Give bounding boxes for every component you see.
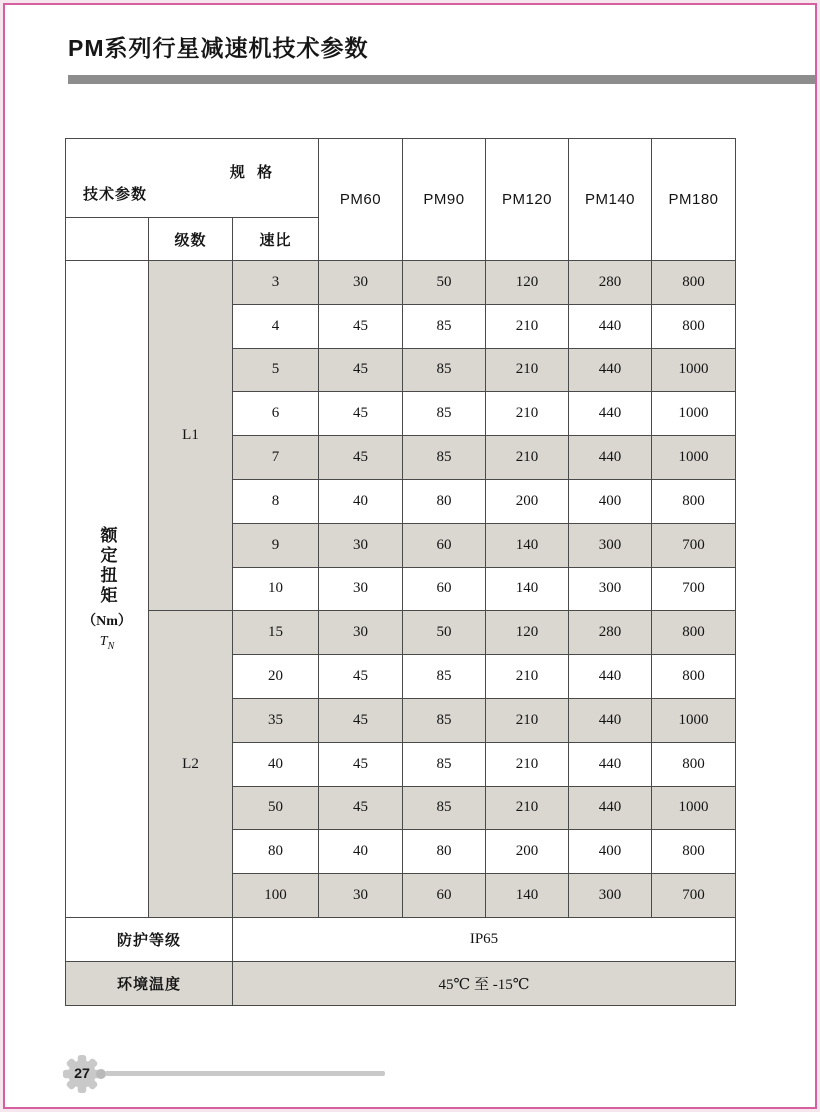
torque-value-cell: 280 [569, 261, 652, 305]
corner-cell [66, 139, 319, 218]
torque-value-cell: 300 [569, 567, 652, 611]
model-header-pm90: PM90 [403, 139, 486, 261]
ratio-cell: 4 [233, 304, 319, 348]
torque-value-cell: 440 [569, 655, 652, 699]
torque-value-cell: 1000 [652, 348, 736, 392]
torque-value-cell: 45 [319, 304, 403, 348]
torque-value-cell: 210 [486, 392, 569, 436]
torque-value-cell: 1000 [652, 786, 736, 830]
torque-value-cell: 700 [652, 567, 736, 611]
torque-value-cell: 60 [403, 567, 486, 611]
torque-value-cell: 700 [652, 523, 736, 567]
params-label: 技术参数 [83, 186, 148, 203]
torque-value-cell: 45 [319, 786, 403, 830]
torque-value-cell: 280 [569, 611, 652, 655]
ratio-cell: 50 [233, 786, 319, 830]
torque-value-cell: 800 [652, 655, 736, 699]
torque-value-cell: 45 [319, 655, 403, 699]
torque-value-cell: 440 [569, 698, 652, 742]
torque-value-cell: 300 [569, 874, 652, 918]
torque-value-cell: 85 [403, 348, 486, 392]
page-number: 27 [74, 1066, 90, 1082]
torque-value-cell: 80 [403, 830, 486, 874]
torque-value-cell: 1000 [652, 698, 736, 742]
torque-value-cell: 210 [486, 348, 569, 392]
torque-value-cell: 85 [403, 436, 486, 480]
torque-value-cell: 800 [652, 479, 736, 523]
torque-value-cell: 300 [569, 523, 652, 567]
torque-value-cell: 140 [486, 567, 569, 611]
stages-header: 级数 [149, 218, 233, 261]
title-underline-bar [68, 75, 815, 84]
torque-value-cell: 50 [403, 611, 486, 655]
torque-value-cell: 210 [486, 436, 569, 480]
ratio-cell: 35 [233, 698, 319, 742]
torque-value-cell: 140 [486, 523, 569, 567]
temperature-value: 45℃ 至 -15℃ [233, 961, 736, 1005]
torque-value-cell: 30 [319, 611, 403, 655]
torque-value-cell: 85 [403, 304, 486, 348]
torque-value-cell: 45 [319, 392, 403, 436]
torque-value-cell: 80 [403, 479, 486, 523]
torque-value-cell: 1000 [652, 436, 736, 480]
torque-value-cell: 200 [486, 830, 569, 874]
torque-value-cell: 800 [652, 830, 736, 874]
torque-value-cell: 60 [403, 874, 486, 918]
table-body [66, 261, 736, 918]
torque-value-cell: 45 [319, 742, 403, 786]
ratio-cell: 3 [233, 261, 319, 305]
torque-value-cell: 210 [486, 742, 569, 786]
torque-value-cell: 30 [319, 874, 403, 918]
torque-value-cell: 400 [569, 479, 652, 523]
torque-value-cell: 800 [652, 742, 736, 786]
ratio-cell: 6 [233, 392, 319, 436]
torque-value-cell: 30 [319, 261, 403, 305]
temperature-row [66, 961, 736, 1005]
model-header-pm140: PM140 [569, 139, 652, 261]
torque-value-cell: 85 [403, 392, 486, 436]
torque-value-cell: 440 [569, 436, 652, 480]
torque-value-cell: 440 [569, 392, 652, 436]
torque-value-cell: 800 [652, 611, 736, 655]
footer-line [105, 1071, 385, 1076]
table-row [66, 261, 736, 305]
torque-value-cell: 210 [486, 786, 569, 830]
model-header-pm60: PM60 [319, 139, 403, 261]
table-row [66, 611, 736, 655]
torque-value-cell: 440 [569, 742, 652, 786]
spec-label: 规 格 [229, 164, 277, 181]
ratio-cell: 80 [233, 830, 319, 874]
ratio-cell: 8 [233, 479, 319, 523]
torque-value-cell: 45 [319, 698, 403, 742]
torque-value-cell: 440 [569, 304, 652, 348]
torque-value-cell: 210 [486, 304, 569, 348]
protection-label: 防护等级 [66, 917, 233, 961]
temperature-label: 环境温度 [66, 961, 233, 1005]
torque-value-cell: 45 [319, 348, 403, 392]
torque-value-cell: 140 [486, 874, 569, 918]
torque-value-cell: 30 [319, 523, 403, 567]
torque-value-cell: 440 [569, 348, 652, 392]
torque-value-cell: 85 [403, 698, 486, 742]
torque-value-cell: 200 [486, 479, 569, 523]
ratio-header: 速比 [233, 218, 319, 261]
torque-value-cell: 120 [486, 261, 569, 305]
torque-value-cell: 120 [486, 611, 569, 655]
torque-value-cell: 60 [403, 523, 486, 567]
group-label-cell: L2 [149, 611, 233, 918]
torque-value-cell: 30 [319, 567, 403, 611]
ratio-cell: 7 [233, 436, 319, 480]
page-title: PM系列行星减速机技术参数 [68, 35, 369, 61]
model-header-pm120: PM120 [486, 139, 569, 261]
spec-table [65, 138, 736, 1006]
torque-value-cell: 85 [403, 742, 486, 786]
torque-value-cell: 85 [403, 655, 486, 699]
torque-value-cell: 50 [403, 261, 486, 305]
ratio-cell: 5 [233, 348, 319, 392]
protection-value: IP65 [233, 917, 736, 961]
torque-label-cell: 额定扭矩 （Nm） $T_N$ [66, 261, 149, 918]
torque-value-cell: 400 [569, 830, 652, 874]
group-label-cell: L1 [149, 261, 233, 611]
torque-value-cell: 800 [652, 261, 736, 305]
ratio-cell: 40 [233, 742, 319, 786]
ratio-cell: 10 [233, 567, 319, 611]
torque-value-cell: 1000 [652, 392, 736, 436]
ratio-cell: 9 [233, 523, 319, 567]
torque-value-cell: 45 [319, 436, 403, 480]
torque-value-cell: 800 [652, 304, 736, 348]
torque-value-cell: 85 [403, 786, 486, 830]
header-row-1 [66, 139, 736, 218]
model-header-pm180: PM180 [652, 139, 736, 261]
protection-row [66, 917, 736, 961]
ratio-cell: 100 [233, 874, 319, 918]
torque-value-cell: 40 [319, 479, 403, 523]
torque-value-cell: 40 [319, 830, 403, 874]
torque-value-cell: 700 [652, 874, 736, 918]
ratio-cell: 15 [233, 611, 319, 655]
torque-value-cell: 210 [486, 655, 569, 699]
torque-value-cell: 210 [486, 698, 569, 742]
ratio-cell: 20 [233, 655, 319, 699]
blank-cell [66, 218, 149, 261]
torque-value-cell: 440 [569, 786, 652, 830]
